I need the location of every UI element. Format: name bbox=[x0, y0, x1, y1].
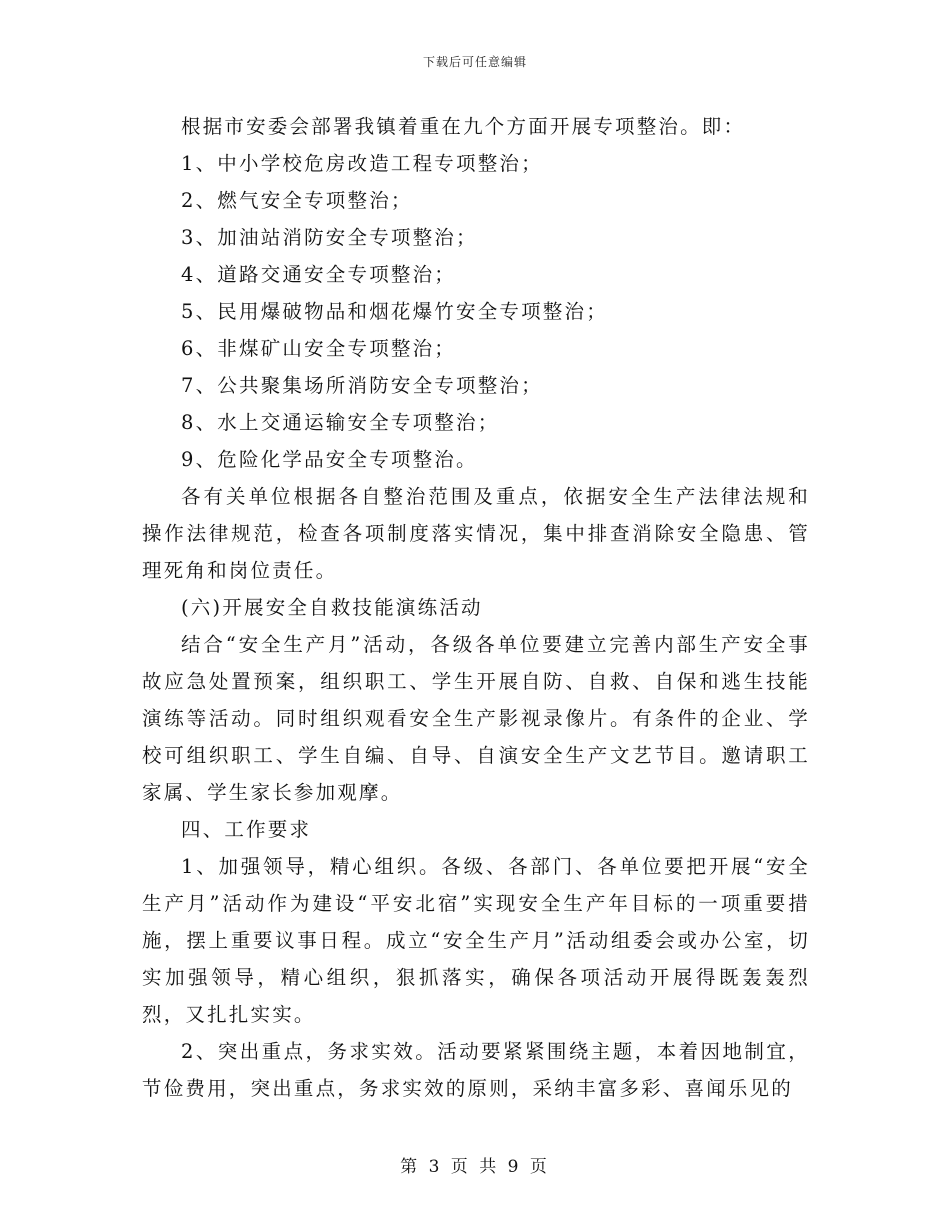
body-paragraph: 各有关单位根据各自整治范围及重点，依据安全生产法律法规和操作法律规范，检查各项制度落实情况，集中排查消除安全隐患、管理死角和岗位责任。 bbox=[142, 485, 810, 582]
body-paragraph: 根据市安委会部署我镇着重在九个方面开展专项整治。即： bbox=[181, 115, 746, 138]
section-heading: (六)开展安全自救技能演练活动 bbox=[181, 596, 483, 619]
page-number: 第 3 页 共 9 页 bbox=[400, 1157, 550, 1177]
body-paragraph: 2、突出重点，务求实效。活动要紧紧围绕主题，本着因地制宜，节俭费用，突出重点，务求实效的原则，采纳丰富多彩、喜闻乐见的 bbox=[142, 1040, 810, 1100]
body-paragraph: 1、加强领导，精心组织。各级、各部门、各单位要把开展“安全生产月”活动作为建设“平安北宿”实现安全生产年目标的一项重要措施，摆上重要议事日程。成立“安全生产月”活动组委会或办公室，切实加强领导，精心组织，狠抓落实，确保各项活动开展得既轰轰烈烈，又扎扎实实。 bbox=[142, 855, 810, 1026]
body-paragraph: 结合“安全生产月”活动，各级各单位要建立完善内部生产安全事故应急处置预案，组织职工、学生开展自防、自救、自保和逃生技能演练等活动。同时组织观看安全生产影视录像片。有条件的企业、学校可组织职工、学生自编、自导、自演安全生产文艺节目。邀请职工家属、学生家长参加观摩。 bbox=[142, 633, 810, 804]
list-item: 9、危险化学品安全专项整治。 bbox=[181, 448, 478, 471]
list-item: 7、公共聚集场所消防安全专项整治； bbox=[181, 374, 543, 397]
list-item: 4、道路交通安全专项整治； bbox=[181, 263, 457, 286]
list-item: 5、民用爆破物品和烟花爆竹安全专项整治； bbox=[181, 300, 608, 323]
section-heading: 四、工作要求 bbox=[181, 818, 312, 841]
list-item: 2、燃气安全专项整治； bbox=[181, 189, 413, 212]
list-item: 1、中小学校危房改造工程专项整治； bbox=[181, 152, 543, 175]
list-item: 8、水上交通运输安全专项整治； bbox=[181, 411, 500, 434]
document-body bbox=[142, 108, 810, 1107]
list-item: 6、非煤矿山安全专项整治； bbox=[181, 337, 457, 360]
list-item: 3、加油站消防安全专项整治； bbox=[181, 226, 478, 249]
page-header: 下载后可任意编辑 bbox=[422, 55, 527, 69]
